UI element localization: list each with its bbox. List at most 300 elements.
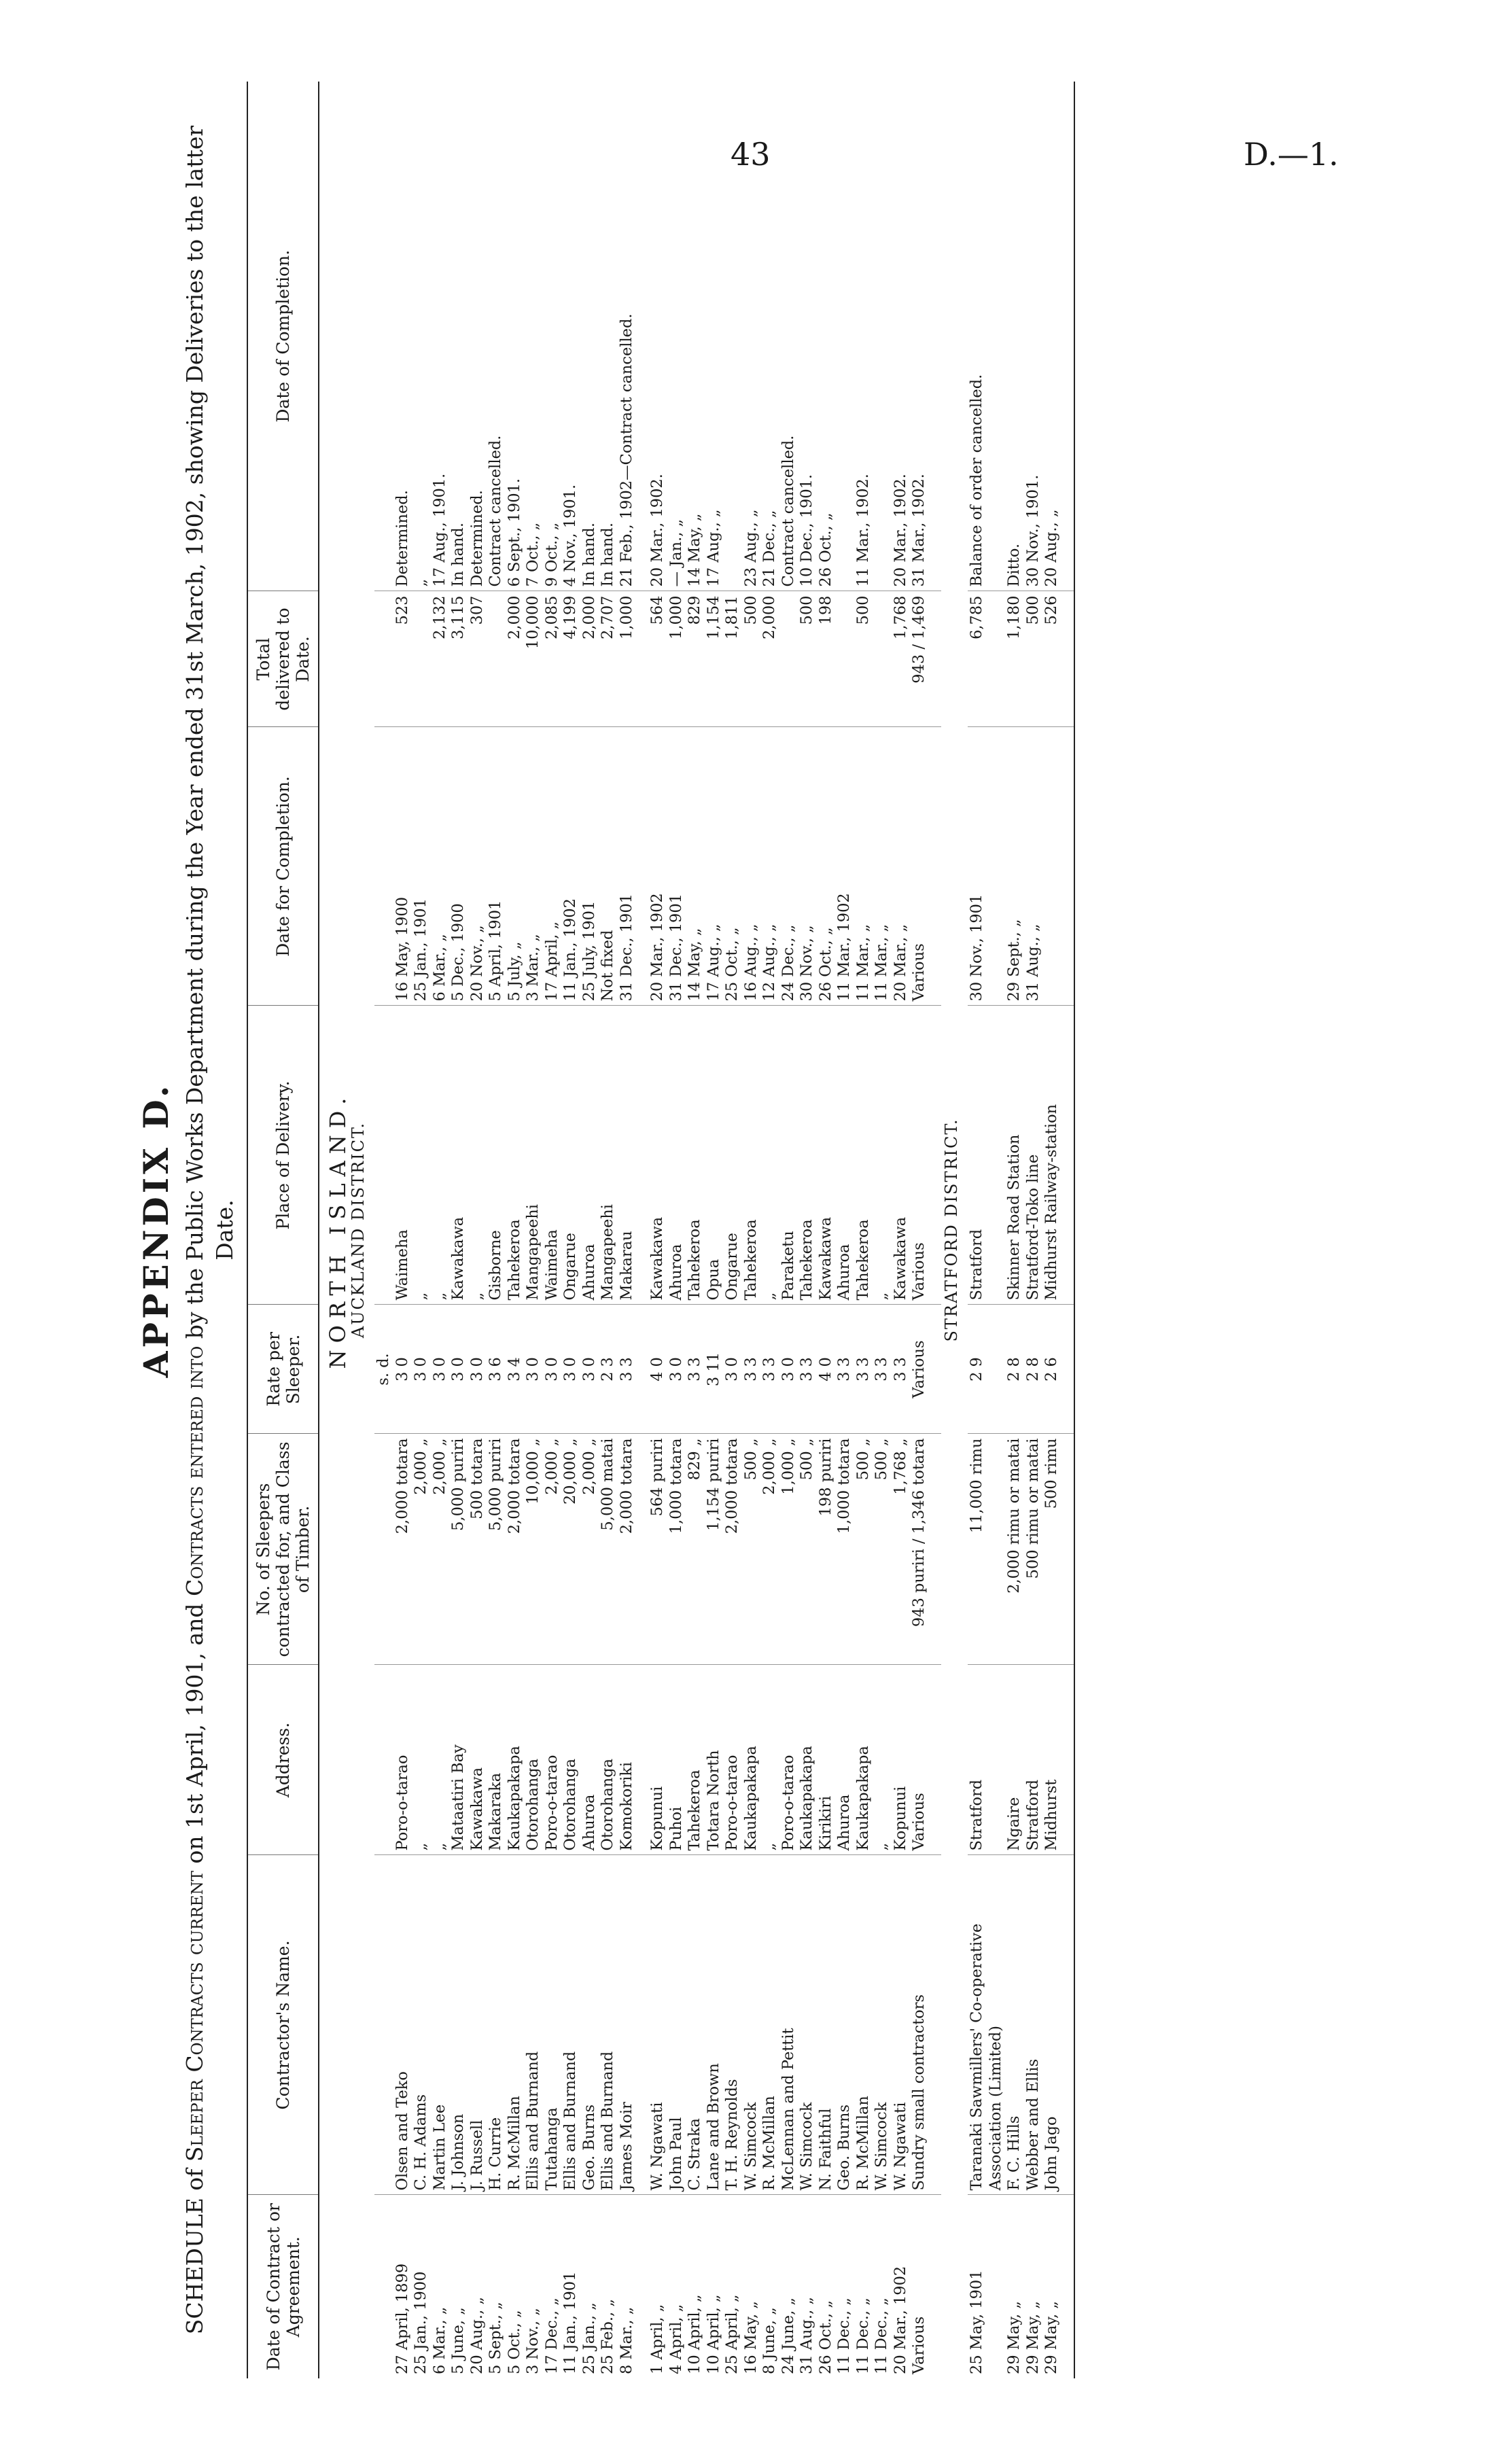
gap-cell [636,1434,648,1665]
cell-rate: 3 0 [468,1305,487,1434]
cell-contractor-name: Geo. Burns [580,1855,599,2195]
cell-place-delivery: Waimeha [543,1006,562,1305]
header-place-delivery: Place of Delivery. [247,1006,319,1305]
cell-place-delivery: Kawakawa [892,1006,911,1305]
cell-total-delivered: 1,154 [705,591,724,727]
cell-sleepers-timber: 2,000 „ [580,1434,599,1665]
cell-date-for-completion: 31 Aug., „ [1024,727,1043,1006]
cell-date-for-completion: 30 Nov., 1901 [968,727,1005,1006]
rate-units: s. d. [374,1305,393,1434]
cell-rate: 3 0 [667,1305,686,1434]
header-date-of-completion: Date of Completion. [247,82,319,591]
gap-cell [1061,727,1074,1006]
cell-contractor-name: R. McMillan [854,1855,873,2195]
header-total-delivered: Total delivered to Date. [247,591,319,727]
table-row [393,82,412,2378]
gap-cell [636,727,648,1006]
table-row [468,82,487,2378]
cell-place-delivery: Skinner Road Station [1005,1006,1024,1305]
cell-rate: 3 3 [873,1305,892,1434]
cell-total-delivered: 943 / 1,469 [910,591,929,727]
cell-contractor-name: C. H. Adams [412,1855,431,2195]
cell-address: Mataatiri Bay [449,1665,468,1855]
cell-date-contract: 25 April, „ [723,2294,741,2374]
cell-date-for-completion: 11 Mar., „ [873,727,892,1006]
cell-date-of-completion: 6 Sept., 1901. [506,82,525,591]
cell-sleepers-timber: 1,768 „ [892,1434,911,1665]
cell-address: „ [412,1665,431,1855]
cell-contractor-name: Ellis and Burnand [524,1855,543,2195]
schedule-text-start: SCHEDULE of [181,2162,208,2335]
cell-date-contract: 17 Dec., „ [542,2298,561,2374]
cell-date-of-completion: Determined. [393,82,412,591]
cell-date-of-completion: 7 Oct., „ [524,82,543,591]
cell-total-delivered: 500 [854,591,873,727]
table-row [599,82,618,2378]
cell-address: Otorohanga [524,1665,543,1855]
gap-cell [1061,1006,1074,1305]
cell-date-for-completion: 25 Oct., „ [723,727,742,1006]
cell-address: Stratford [1024,1665,1043,1855]
table-row [1024,82,1043,2378]
cell-sleepers-timber: 1,000 totara [835,1434,854,1665]
gap-cell [1061,1855,1074,2195]
cell-date-contract: 25 Jan., „ [580,2302,598,2374]
cell-rate: 3 6 [487,1305,506,1434]
cell-sleepers-timber: 10,000 „ [524,1434,543,1665]
cell-date-for-completion: 25 July, 1901 [580,727,599,1006]
cell-date-of-completion: 11 Mar., 1902. [854,82,873,591]
cell-contractor-name: James Moir [618,1855,637,2195]
cell-rate: 3 3 [854,1305,873,1434]
cell-date-contract: 29 May, „ [1042,2301,1060,2374]
cell-place-delivery: Tahekeroa [506,1006,525,1305]
cell-contractor-name: T. H. Reynolds [723,1855,742,2195]
cell-contractor-name: C. Straka [686,1855,705,2195]
cell-sleepers-timber: 1,154 puriri [705,1434,724,1665]
cell-contractor-name: F. C. Hills [1005,1855,1024,2195]
schedule-heading [180,109,240,2351]
cell-place-delivery: Kawakawa [449,1006,468,1305]
cell-place-delivery: Tahekeroa [798,1006,817,1305]
cell-total-delivered: 3,115 [449,591,468,727]
cell-address: Ahuroa [835,1665,854,1855]
cell-sleepers-timber: 564 puriri [648,1434,667,1665]
cell-total-delivered: 2,085 [543,591,562,727]
cell-date-of-completion: 26 Oct., „ [817,82,836,591]
cell-total-delivered: 1,768 [892,591,911,727]
cell-address: Kirikiri [817,1665,836,1855]
cell-place-delivery: Kawakawa [648,1006,667,1305]
cell-date-for-completion: 5 Dec., 1900 [449,727,468,1006]
cell-date-contract: 29 May, „ [1005,2301,1023,2374]
cell-rate: 3 3 [798,1305,817,1434]
cell-contractor-name: Ellis and Burnand [561,1855,580,2195]
cell-date-for-completion: 11 Mar., 1902 [835,727,854,1006]
cell-date-of-completion [723,82,742,591]
cell-date-of-completion: Ditto. [1005,82,1024,591]
gap-cell [374,727,393,1006]
cell-sleepers-timber: 5,000 puriri [487,1434,506,1665]
gap-cell [374,591,393,727]
cell-contractor-name: Lane and Brown [705,1855,724,2195]
cell-sleepers-timber: 943 puriri / 1,346 totara [910,1434,929,1665]
cell-address: Various [910,1665,929,1855]
cell-contractor-name: W. Simcock [742,1855,761,2195]
cell-date-of-completion: 23 Aug., „ [742,82,761,591]
cell-sleepers-timber: 2,000 rimu or matai [1005,1434,1024,1665]
cell-total-delivered: 1,000 [618,591,637,727]
gap-cell [636,1305,648,1434]
cell-place-delivery: Paraketu [779,1006,798,1305]
cell-sleepers-timber: 500 „ [873,1434,892,1665]
cell-contractor-name: W. Simcock [873,1855,892,2195]
cell-sleepers-timber: 500 „ [854,1434,873,1665]
cell-address: Kawakawa [468,1665,487,1855]
cell-address: Poro-o-tarao [543,1665,562,1855]
district-heading-text: AUCKLAND DISTRICT. [348,1121,368,1339]
cell-place-delivery: Tahekeroa [742,1006,761,1305]
cell-date-contract: 5 Oct., „ [505,2310,523,2374]
table-row [760,82,779,2378]
cell-total-delivered: 1,000 [667,591,686,727]
cell-date-contract: 31 Aug., „ [798,2296,815,2374]
schedule-text-caps-2: Contracts entered into [181,1345,208,1596]
table-row [873,82,892,2378]
table-row [779,82,798,2378]
gap-cell [929,1006,941,1305]
cell-date-contract: 24 June, „ [779,2297,797,2374]
table-row [854,82,873,2378]
cell-place-delivery: Mangapeehi [599,1006,618,1305]
cell-date-for-completion [1042,727,1061,1006]
cell-date-for-completion: 20 Mar., 1902 [648,727,667,1006]
cell-date-contract: 25 Feb., „ [599,2299,616,2374]
cell-total-delivered [779,591,798,727]
cell-contractor-name: Tutahanga [543,1855,562,2195]
cell-date-for-completion: 12 Aug., „ [760,727,779,1006]
cell-total-delivered: 2,707 [599,591,618,727]
cell-date-of-completion: 17 Aug., 1901. [431,82,450,591]
cell-date-contract: 8 June, „ [760,2307,778,2374]
schedule-text-end: by the Public Works Department during the Year ended 31st March, 1902, showing Deliveries to the latter Date. [181,125,238,1346]
island-heading [319,82,348,2378]
cell-date-of-completion: Determined. [468,82,487,591]
cell-date-of-completion: 17 Aug., „ [705,82,724,591]
district-heading [941,82,968,2378]
gap-cell [374,1855,393,2195]
header-contractor-name: Contractor's Name. [247,1855,319,2195]
cell-rate: Various [910,1305,929,1434]
cell-total-delivered: 500 [798,591,817,727]
cell-date-contract: 27 April, 1899 [393,2263,411,2374]
cell-rate: 4 0 [648,1305,667,1434]
cell-date-for-completion: 6 Mar., „ [431,727,450,1006]
cell-place-delivery: Ahuroa [835,1006,854,1305]
cell-place-delivery: Gisborne [487,1006,506,1305]
cell-contractor-name: W. Ngawati [892,1855,911,2195]
cell-address: „ [431,1665,450,1855]
header-address: Address. [247,1665,319,1855]
gap-cell [1061,82,1074,591]
cell-date-for-completion: 31 Dec., 1901 [667,727,686,1006]
district-heading-text: STRATFORD DISTRICT. [941,1118,961,1342]
section-spacer [1061,82,1074,2378]
cell-sleepers-timber: 500 rimu or matai [1024,1434,1043,1665]
group-spacer [636,82,648,2378]
cell-place-delivery: Opua [705,1006,724,1305]
gap-cell [636,82,648,591]
cell-contractor-name: W. Ngawati [648,1855,667,2195]
cell-place-delivery: „ [412,1006,431,1305]
cell-rate: 3 0 [580,1305,599,1434]
gap-cell [374,2195,393,2378]
table-row [524,82,543,2378]
gap-cell [1061,1305,1074,1434]
cell-date-contract: 11 Dec., „ [835,2298,853,2374]
cell-place-delivery: Tahekeroa [686,1006,705,1305]
gap-cell [929,2195,941,2378]
table-row [506,82,525,2378]
cell-total-delivered: 523 [393,591,412,727]
cell-rate: 2 8 [1024,1305,1043,1434]
cell-date-of-completion: 20 Mar., 1902. [648,82,667,591]
table-body [319,82,1074,2378]
cell-total-delivered: 2,000 [580,591,599,727]
gap-cell [929,1665,941,1855]
cell-date-for-completion: Not fixed [599,727,618,1006]
cell-date-contract: 3 Nov., „ [524,2308,542,2374]
page-number: 43 [731,136,771,173]
cell-total-delivered: 6,785 [968,591,1005,727]
table-row [449,82,468,2378]
cell-date-of-completion [873,82,892,591]
cell-date-contract: 25 Jan., 1900 [412,2271,429,2374]
cell-total-delivered [835,591,854,727]
cell-sleepers-timber: 500 rimu [1042,1434,1061,1665]
cell-date-for-completion: 30 Nov., „ [798,727,817,1006]
table-row [723,82,742,2378]
table-row [431,82,450,2378]
cell-contractor-name: N. Faithful [817,1855,836,2195]
cell-place-delivery: Midhurst Railway-station [1042,1006,1061,1305]
cell-date-of-completion: Contract cancelled. [487,82,506,591]
cell-address: Kaukapakapa [742,1665,761,1855]
schedule-text-caps-1: Sleeper Contracts current [181,1871,208,2162]
cell-date-for-completion: 14 May, „ [686,727,705,1006]
cell-rate: 2 8 [1005,1305,1024,1434]
cell-rate: 3 0 [431,1305,450,1434]
cell-date-contract: 1 April, „ [648,2304,666,2374]
cell-place-delivery: Stratford-Toko line [1024,1006,1043,1305]
gap-cell [929,1434,941,1665]
cell-place-delivery: Waimeha [393,1006,412,1305]
header-sleepers-timber: No. of Sleepers contracted for, and Class of Timber. [247,1434,319,1665]
header-row [247,82,319,2378]
cell-rate: 3 3 [892,1305,911,1434]
table-row [561,82,580,2378]
cell-date-of-completion: 9 Oct., „ [543,82,562,591]
table-row [798,82,817,2378]
appendix-title: APPENDIX D. [136,1082,176,1378]
cell-sleepers-timber: 2,000 „ [543,1434,562,1665]
cell-date-for-completion: 20 Nov., „ [468,727,487,1006]
gap-cell [929,82,941,591]
cell-date-of-completion: 30 Nov., 1901. [1024,82,1043,591]
gap-cell [374,1665,393,1855]
cell-date-for-completion: 26 Oct., „ [817,727,836,1006]
cell-date-contract: 11 Dec., „ [854,2298,872,2374]
cell-date-for-completion: 11 Mar., „ [854,727,873,1006]
cell-date-contract: 10 April, „ [704,2294,722,2374]
cell-rate: 2 6 [1042,1305,1061,1434]
table-row [910,82,929,2378]
cell-date-of-completion: 4 Nov., 1901. [561,82,580,591]
cell-contractor-name: R. McMillan [506,1855,525,2195]
cell-sleepers-timber: 1,000 „ [779,1434,798,1665]
cell-date-of-completion: 14 May, „ [686,82,705,591]
cell-total-delivered [873,591,892,727]
cell-date-of-completion [835,82,854,591]
cell-total-delivered: 564 [648,591,667,727]
cell-rate: 3 4 [506,1305,525,1434]
cell-place-delivery: Ahuroa [580,1006,599,1305]
cell-rate: 3 3 [686,1305,705,1434]
gap-cell [1061,1665,1074,1855]
cell-contractor-name: John Paul [667,1855,686,2195]
cell-date-contract: 11 Jan., 1901 [561,2271,579,2374]
cell-date-of-completion: 31 Mar., 1902. [910,82,929,591]
cell-total-delivered: 1,811 [723,591,742,727]
cell-address: Makaraka [487,1665,506,1855]
gap-cell [929,591,941,727]
cell-date-for-completion: 20 Mar., „ [892,727,911,1006]
cell-sleepers-timber: 1,000 totara [667,1434,686,1665]
cell-address: Tahekeroa [686,1665,705,1855]
cell-contractor-name: Olsen and Teko [393,1855,412,2195]
cell-date-of-completion: 20 Aug., „ [1042,82,1061,591]
cell-date-of-completion: In hand. [599,82,618,591]
cell-total-delivered: 526 [1042,591,1061,727]
cell-rate: 4 0 [817,1305,836,1434]
cell-sleepers-timber: 5,000 puriri [449,1434,468,1665]
cell-address: Kaukapakapa [854,1665,873,1855]
cell-date-contract: 25 May, 1901 [968,2270,985,2374]
cell-address: Stratford [968,1665,1005,1855]
cell-date-for-completion: 11 Jan., 1902 [561,727,580,1006]
cell-total-delivered [412,591,431,727]
table-row [742,82,761,2378]
cell-sleepers-timber: 11,000 rimu [968,1434,1005,1665]
cell-sleepers-timber: 198 puriri [817,1434,836,1665]
cell-total-delivered [487,591,506,727]
cell-date-for-completion: 5 July, „ [506,727,525,1006]
cell-date-contract: 4 April, „ [667,2304,685,2374]
cell-place-delivery: „ [873,1006,892,1305]
cell-rate: 2 3 [599,1305,618,1434]
cell-address: Poro-o-tarao [723,1665,742,1855]
table-row [835,82,854,2378]
cell-sleepers-timber: 2,000 totara [506,1434,525,1665]
cell-date-of-completion: 21 Feb., 1902—Contract cancelled. [618,82,637,591]
cell-contractor-name: H. Currie [487,1855,506,2195]
gap-cell [1061,1434,1074,1665]
cell-place-delivery: Makarau [618,1006,637,1305]
cell-address: Otorohanga [561,1665,580,1855]
cell-contractor-name: Sundry small contractors [910,1855,929,2195]
schedule-text-mid: on 1st April, 1901, and [181,1596,208,1871]
cell-total-delivered: 2,132 [431,591,450,727]
section-spacer [929,82,941,2378]
cell-rate: 3 0 [723,1305,742,1434]
gap-cell [929,1305,941,1434]
cell-rate: 3 11 [705,1305,724,1434]
cell-sleepers-timber: 500 „ [798,1434,817,1665]
cell-rate: 3 3 [742,1305,761,1434]
cell-contractor-name: Ellis and Burnand [599,1855,618,2195]
cell-rate: 3 3 [760,1305,779,1434]
cell-rate: 3 0 [524,1305,543,1434]
cell-date-of-completion: 10 Dec., 1901. [798,82,817,591]
district-heading [348,82,375,2378]
cell-date-contract: 11 Dec., „ [873,2298,890,2374]
gap-cell [1061,591,1074,727]
cell-total-delivered: 2,000 [760,591,779,727]
table-row [892,82,911,2378]
cell-rate: 3 0 [779,1305,798,1434]
cell-place-delivery: „ [431,1006,450,1305]
cell-place-delivery: Ongarue [723,1006,742,1305]
cell-sleepers-timber: 2,000 totara [393,1434,412,1665]
cell-date-of-completion: — Jan., „ [667,82,686,591]
gap-cell [929,727,941,1006]
gap-cell [374,82,393,591]
cell-total-delivered: 1,180 [1005,591,1024,727]
cell-address: Otorohanga [599,1665,618,1855]
cell-address: Midhurst [1042,1665,1061,1855]
cell-date-for-completion: 5 April, 1901 [487,727,506,1006]
cell-rate: 3 3 [618,1305,637,1434]
cell-date-contract: Various [910,2316,928,2374]
cell-date-for-completion: 31 Dec., 1901 [618,727,637,1006]
table-row [1005,82,1024,2378]
cell-contractor-name: McLennan and Pettit [779,1855,798,2195]
cell-date-for-completion: 17 Aug., „ [705,727,724,1006]
cell-contractor-name: J. Johnson [449,1855,468,2195]
cell-address: Poro-o-tarao [393,1665,412,1855]
cell-date-of-completion: Contract cancelled. [779,82,798,591]
table-row [1042,82,1061,2378]
cell-date-for-completion: 24 Dec., „ [779,727,798,1006]
gap-cell [636,591,648,727]
cell-date-for-completion: 29 Sept., „ [1005,727,1024,1006]
cell-date-of-completion: In hand. [580,82,599,591]
cell-contractor-name: Taranaki Sawmillers' Co-operative Association (Limited) [968,1855,1005,2195]
cell-address: Kopunui [892,1665,911,1855]
cell-total-delivered: 2,000 [506,591,525,727]
header-date-contract: Date of Contract or Agreement. [247,2195,319,2378]
cell-sleepers-timber: 500 „ [742,1434,761,1665]
cell-place-delivery: Various [910,1006,929,1305]
cell-date-for-completion: 3 Mar., „ [524,727,543,1006]
cell-date-of-completion: Balance of order cancelled. [968,82,1005,591]
cell-date-of-completion: „ [412,82,431,591]
rate-units-row [374,82,393,2378]
cell-date-for-completion: 17 April, „ [543,727,562,1006]
cell-date-for-completion: 25 Jan., 1901 [412,727,431,1006]
table-row [487,82,506,2378]
cell-total-delivered: 4,199 [561,591,580,727]
